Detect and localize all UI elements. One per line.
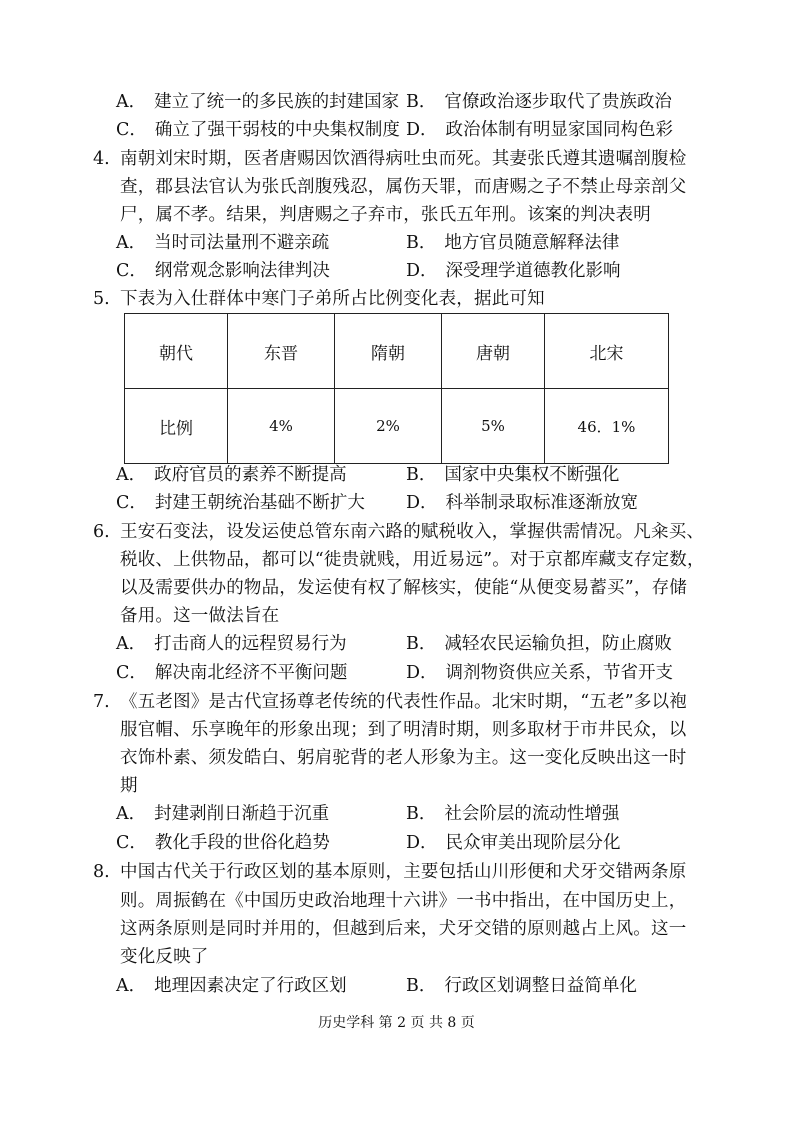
q6-number: 6. [93, 522, 110, 542]
table-cell: 46．1% [545, 389, 669, 464]
q6-option-c: C． 解决南北经济不平衡问题 [116, 663, 348, 683]
q8-stem-line: 则。周振鹤在《中国历史政治地理十六讲》一书中指出，在中国历史上， [120, 891, 687, 911]
table-cell: 东晋 [228, 314, 335, 389]
q6-stem-line: 王安石变法，设发运使总管东南六路的赋税收入，掌握供需情况。凡籴买、 [120, 522, 705, 542]
q7-option-c: C． 教化手段的世俗化趋势 [116, 833, 330, 853]
q7-option-a: A． 封建剥削日渐趋于沉重 [116, 804, 330, 824]
q5-number: 5. [93, 289, 110, 309]
table-cell: 隋朝 [335, 314, 442, 389]
q8-stem-line: 变化反映了 [120, 947, 209, 967]
q4-stem-line: 南朝刘宋时期，医者唐赐因饮酒得病吐虫而死。其妻张氏遵其遗嘱剖腹检 [120, 149, 687, 169]
q8-number: 8. [93, 862, 110, 882]
q8-option-b: B． 行政区划调整日益简单化 [406, 976, 637, 996]
q4-option-b: B． 地方官员随意解释法律 [406, 233, 620, 253]
q5-option-b: B． 国家中央集权不断强化 [406, 465, 620, 485]
q3-option-b: B． 官僚政治逐步取代了贵族政治 [406, 92, 672, 112]
q8-stem-line: 中国古代关于行政区划的基本原则，主要包括山川形便和犬牙交错两条原 [120, 862, 687, 882]
q4-number: 4. [93, 149, 110, 169]
ratio-table [124, 313, 669, 464]
table-cell: 4% [228, 389, 335, 464]
table-header-row [125, 314, 669, 389]
q4-stem-line: 尸，属不孝。结果，判唐赐之子弃市，张氏五年刑。该案的判决表明 [120, 205, 651, 225]
q7-stem-line: 服官帽、乐享晚年的形象出现；到了明清时期，则多取材于市井民众，以 [120, 720, 687, 740]
table-cell: 比例 [125, 389, 228, 464]
q5-stem-line: 下表为入仕群体中寒门子弟所占比例变化表，据此可知 [120, 289, 545, 309]
table-cell: 北宋 [545, 314, 669, 389]
q3-option-a: A． 建立了统一的多民族的封建国家 [116, 92, 400, 112]
q5-option-a: A． 政府官员的素养不断提高 [116, 465, 347, 485]
q4-stem-line: 查，郡县法官认为张氏剖腹残忍，属伤天罪，而唐赐之子不禁止母亲剖父 [120, 177, 687, 197]
q7-stem-line: 期 [120, 776, 138, 796]
q6-option-d: D． 调剂物资供应关系，节省开支 [406, 663, 674, 683]
q7-number: 7. [93, 692, 110, 712]
q4-option-d: D． 深受理学道德教化影响 [406, 261, 621, 281]
table-cell: 唐朝 [442, 314, 545, 389]
q8-option-a: A． 地理因素决定了行政区划 [116, 976, 347, 996]
q5-option-c: C． 封建王朝统治基础不断扩大 [116, 493, 365, 513]
q4-option-c: C． 纲常观念影响法律判决 [116, 261, 330, 281]
q8-stem-line: 这两条原则是同时并用的，但越到后来，犬牙交错的原则越占上风。这一 [120, 919, 687, 939]
q3-option-c: C． 确立了强干弱枝的中央集权制度 [116, 120, 400, 140]
q3-option-d: D． 政治体制有明显家国同构色彩 [406, 120, 674, 140]
q6-option-b: B． 减轻农民运输负担，防止腐败 [406, 634, 672, 654]
table-cell: 5% [442, 389, 545, 464]
q6-stem-line: 以及需要供办的物品，发运使有权了解核实，使能“从便变易蓄买”，存储 [120, 578, 687, 598]
q6-stem-line: 税收、上供物品，都可以“徙贵就贱，用近易远”。对于京都库藏支存定数， [120, 550, 705, 570]
table-cell: 朝代 [125, 314, 228, 389]
q7-option-d: D． 民众审美出现阶层分化 [406, 833, 621, 853]
table-row [125, 389, 669, 464]
q6-option-a: A． 打击商人的远程贸易行为 [116, 634, 347, 654]
table-cell: 2% [335, 389, 442, 464]
q4-option-a: A． 当时司法量刑不避亲疏 [116, 233, 330, 253]
q7-option-b: B． 社会阶层的流动性增强 [406, 804, 620, 824]
q6-stem-line: 备用。这一做法旨在 [120, 606, 280, 626]
q7-stem-line: 衣饰朴素、须发皓白、躬肩驼背的老人形象为主。这一变化反映出这一时 [120, 748, 687, 768]
q5-option-d: D． 科举制录取标准逐渐放宽 [406, 493, 639, 513]
page-footer: 历史学科 第 2 页 共 8 页 [318, 1015, 475, 1031]
q7-stem-line: 《五老图》是古代宣扬尊老传统的代表性作品。北宋时期，“五老”多以袍 [120, 692, 687, 712]
